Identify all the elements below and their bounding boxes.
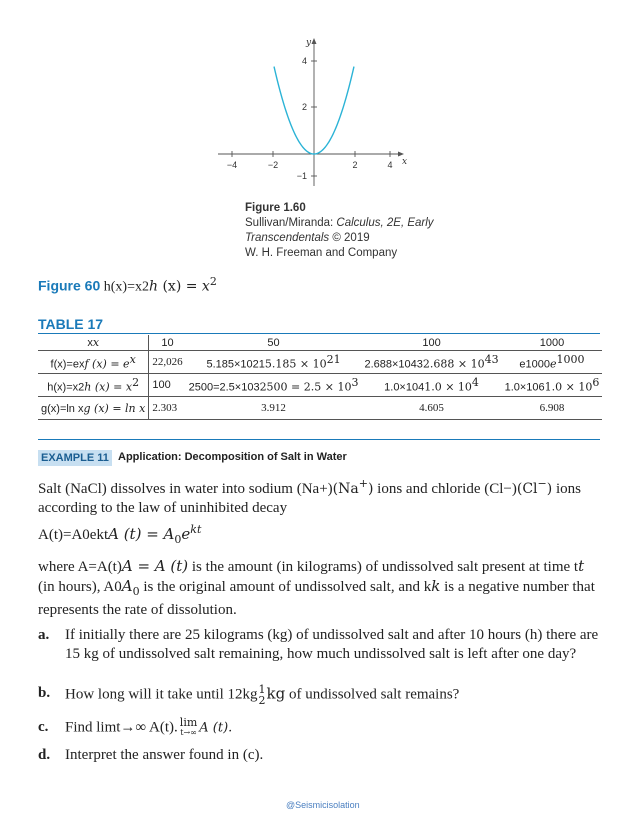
table-row — [38, 351, 602, 374]
y-axis-label: y — [306, 38, 312, 48]
row-label-sup: 2 — [132, 376, 140, 390]
table-cell — [186, 351, 362, 374]
table-row — [38, 374, 602, 397]
figure-label-math-exp: 2 — [209, 275, 217, 288]
figure-label-text: h(x)=x2 — [100, 279, 149, 295]
watermark: @Seismicisolation — [286, 800, 360, 810]
table-cell — [186, 397, 362, 420]
table-cell — [149, 351, 186, 374]
item-text: Find limt→∞ A(t). — [65, 719, 178, 736]
intro-text: according to the law of uninhibited decay — [38, 500, 288, 516]
x-axis-label: x — [402, 157, 408, 167]
cell-sup: 6 — [592, 376, 600, 390]
cell-text: 22,026 — [152, 356, 183, 368]
item-letter: c. — [38, 719, 49, 735]
example-top-rule — [38, 439, 600, 440]
y-tick-label: 2 — [301, 102, 307, 112]
header-label-math: x — [92, 336, 100, 349]
figure-label-math-paren: (x) = — [158, 278, 202, 295]
table-cell — [361, 351, 501, 374]
header-cell: 50 — [186, 335, 362, 351]
item-text: Interpret the answer found in (c). — [65, 747, 264, 763]
limit-operator — [180, 718, 197, 738]
figure-caption — [245, 201, 434, 261]
row-label-math: h (x) = x — [84, 380, 133, 394]
cell-text: 5.185×1021 — [206, 358, 265, 371]
data-table — [38, 335, 602, 420]
x-tick-label: 4 — [387, 160, 393, 170]
cell-text: e1000 — [519, 358, 551, 371]
row-label-cell — [38, 351, 149, 374]
question-item-b — [38, 684, 603, 708]
cell-sup: 21 — [326, 353, 341, 367]
where-text: is a negative number that — [440, 579, 595, 595]
item-letter: d. — [38, 747, 51, 763]
where-math-t: t — [578, 557, 585, 575]
cell-text: 4.605 — [419, 402, 444, 414]
formula-text: A(t)=A0ekt — [38, 527, 109, 543]
fraction — [259, 684, 266, 706]
cell-math: 2500 = 2.5 × 10 — [259, 380, 352, 394]
cell-math: 2.688 × 10 — [422, 357, 485, 371]
header-cell: 1000 — [502, 335, 603, 351]
cell-text: 1.0×106 — [504, 381, 545, 394]
table-title: TABLE 17 — [38, 316, 104, 332]
y-axis — [312, 38, 317, 186]
table-cell — [361, 374, 501, 397]
credit-publisher: W. H. Freeman and Company — [245, 247, 398, 259]
header-cell: 100 — [361, 335, 501, 351]
credit-title: Calculus, 2E, Early — [336, 217, 434, 229]
where-math-a-sub: 0 — [132, 585, 140, 598]
where-math-k: k — [431, 577, 441, 595]
where-text: represents the rate of dissolution. — [38, 602, 237, 618]
credit-title-2: Transcendentals — [245, 232, 330, 244]
x-tick-label: 2 — [352, 160, 358, 170]
cell-text: 3.912 — [261, 402, 286, 414]
y-tick-label: 4 — [301, 56, 307, 66]
item-letter: b. — [38, 685, 51, 701]
cell-sup: 3 — [351, 376, 359, 390]
header-label-cell — [38, 335, 149, 351]
credit-author: Sullivan/Miranda: — [245, 217, 337, 229]
credit-year: © 2019 — [329, 232, 370, 244]
fraction-numerator: 1 — [258, 683, 266, 696]
item-text: How long will it take until 12kg — [65, 686, 258, 703]
row-label: g(x)=ln x — [41, 402, 84, 415]
intro-paragraph: Salt (NaCl) dissolves in water into sodium (Na+)(Na+) ions and chloride (Cl−)(Cl−) ions according to the law of uninhibited decay — [38, 477, 581, 516]
where-math-a: A — [121, 577, 133, 595]
decay-formula — [38, 520, 603, 549]
x-tick-label: −4 — [226, 160, 238, 170]
where-text: is the original amount of undissolved salt, and k — [139, 579, 432, 595]
x-tick-label: −2 — [267, 160, 279, 170]
cell-sup: 43 — [484, 353, 499, 367]
table-cell — [502, 351, 603, 374]
where-text: is the amount (in kilograms) of undissolved salt present at time t — [188, 559, 579, 575]
item-text: 15 kg of undissolved salt remaining, how much undissolved salt is left after one day? — [65, 646, 577, 662]
example-badge: EXAMPLE 11 — [38, 450, 112, 466]
figure-label-math-lhs: h — [148, 278, 159, 295]
table-header-row — [38, 335, 602, 351]
formula-e: e — [181, 525, 191, 543]
item-letter: a. — [38, 627, 50, 643]
table-cell — [149, 397, 186, 420]
cell-text: 2.688×1043 — [364, 358, 423, 371]
row-label-math: g (x) = ln x — [83, 401, 146, 415]
where-text: where A=A(t) — [38, 559, 122, 575]
formula-math: A (t) = A — [108, 525, 175, 543]
table-cell — [361, 397, 501, 420]
fraction-denominator: 2 — [258, 694, 266, 707]
row-label-math: f (x) = e — [84, 357, 130, 371]
formula-sup: kt — [190, 523, 202, 536]
intro-text: ions — [552, 481, 581, 497]
item-text: If initially there are 25 kilograms (kg) of undissolved salt and after 10 hours (h) there are — [65, 627, 599, 643]
where-text: (in hours), A0 — [38, 579, 122, 595]
table-cell — [186, 374, 362, 397]
header-cell: 10 — [149, 335, 186, 351]
formula-sub: 0 — [174, 533, 182, 546]
figure-graph — [218, 30, 418, 202]
cell-sup: 1000 — [556, 353, 585, 367]
cell-text: 1.0×104 — [384, 381, 425, 394]
cell-text: 2500=2.5×103 — [188, 381, 260, 394]
figure-number: Figure 1.60 — [245, 202, 306, 214]
intro-math-cl: (Cl — [516, 481, 538, 497]
figure-label-prefix: Figure 60 — [38, 277, 101, 294]
row-label-cell — [38, 397, 149, 420]
limit-word: lim — [179, 716, 198, 729]
question-item-c — [38, 718, 603, 742]
row-label-sup: x — [129, 353, 136, 367]
cell-math: 5.185 × 10 — [264, 357, 327, 371]
unit-kg: kg — [266, 684, 286, 703]
table-row — [38, 397, 602, 420]
row-label: f(x)=ex — [50, 358, 85, 371]
row-label-cell — [38, 374, 149, 397]
intro-math-cl-sup: − — [537, 477, 547, 490]
cell-text: 2.303 — [152, 402, 178, 414]
limit-body: A (t). — [199, 720, 233, 736]
header-label: x — [87, 337, 93, 349]
cell-math: 1.0 × 10 — [424, 380, 472, 394]
where-math: A = A (t) — [121, 557, 189, 575]
question-item-a — [38, 626, 603, 666]
intro-text: Salt (NaCl) dissolves in water into sodium (Na+) — [38, 481, 333, 497]
row-label: h(x)=x2 — [47, 381, 85, 394]
cell-math: 1.0 × 10 — [544, 380, 593, 394]
cell-sup: 4 — [471, 376, 479, 390]
item-text: of undissolved salt remains? — [285, 686, 460, 703]
table-cell — [149, 374, 186, 397]
cell-text: 6.908 — [539, 402, 565, 414]
where-paragraph — [38, 557, 603, 620]
intro-text: ions and chloride (Cl−) — [373, 481, 517, 497]
figure-label-math-rhs: x — [201, 278, 210, 295]
table-cell — [502, 374, 603, 397]
cell-math: e — [550, 357, 557, 371]
intro-math-na-sup: + — [358, 477, 368, 490]
table-cell — [502, 397, 603, 420]
limit-subscript: t→∞ — [180, 728, 197, 737]
intro-math-na: (Na — [332, 481, 359, 497]
cell-text: 100 — [152, 379, 171, 391]
question-item-d — [38, 746, 603, 768]
figure-label — [38, 275, 217, 296]
table-top-rule — [38, 333, 600, 334]
example-title: Application: Decomposition of Salt in Water — [118, 451, 347, 463]
y-tick-label: −1 — [296, 171, 307, 181]
